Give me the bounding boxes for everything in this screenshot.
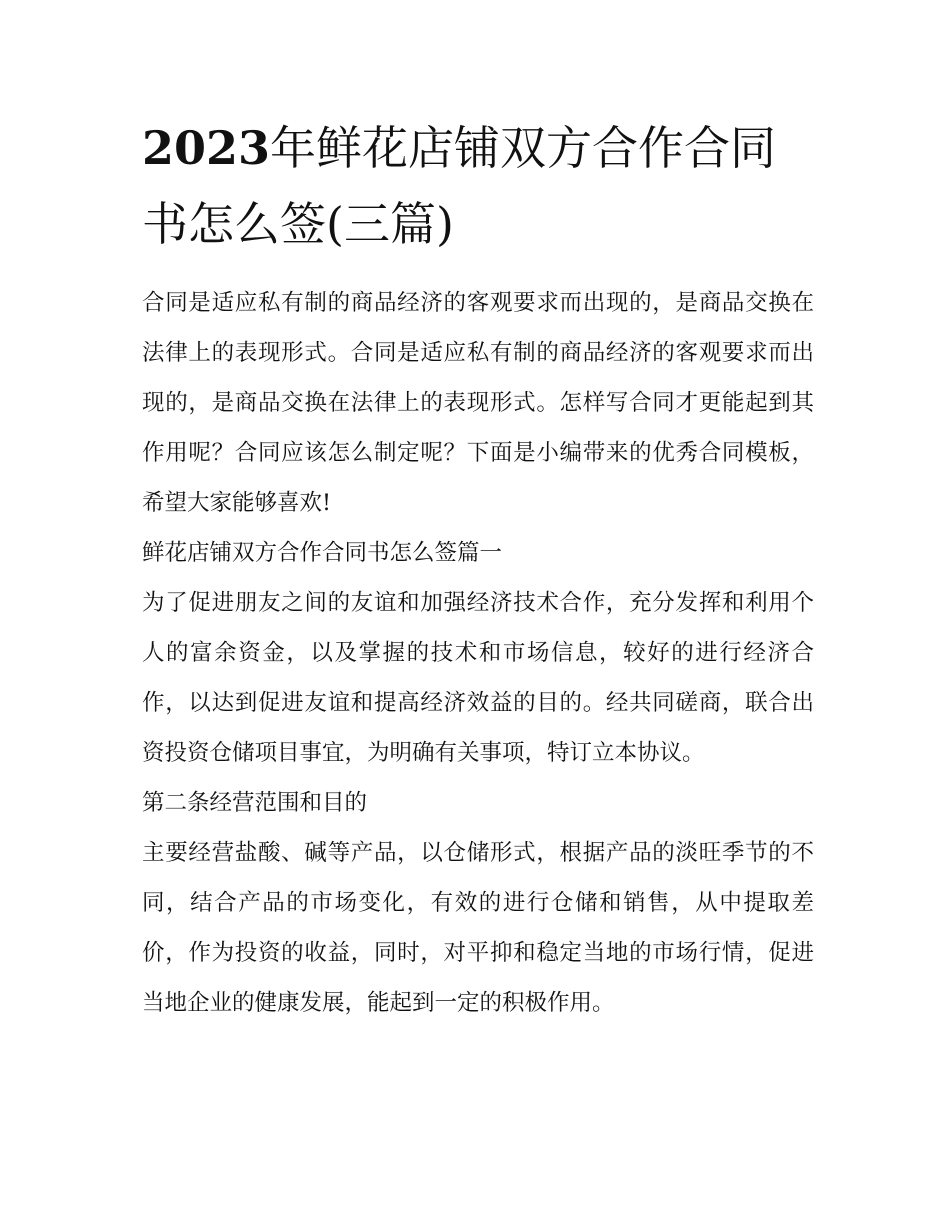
purpose-paragraph: 为了促进朋友之间的友谊和加强经济技术合作，充分发挥和利用个人的富余资金，以及掌握的技术和市场信息，较好的进行经济合作，以达到促进友谊和提高经济效益的目的。经共同磋商，联合出资投资仓储项目事宜，为明确有关事项，特订立本协议。 bbox=[142, 590, 814, 766]
section-heading-part-one: 鲜花店铺双方合作合同书怎么签篇一 bbox=[142, 540, 503, 566]
document-title bbox=[142, 110, 814, 262]
title-text: 年鲜花店铺双方合作合同书怎么签(三篇) bbox=[142, 121, 777, 251]
article-heading-business-scope: 第二条经营范围和目的 bbox=[142, 790, 368, 816]
document-body bbox=[142, 110, 814, 1028]
title-year: 2023 bbox=[142, 121, 271, 175]
intro-paragraph: 合同是适应私有制的商品经济的客观要求而出现的，是商品交换在法律上的表现形式。合同是适应私有制的商品经济的客观要求而出现的，是商品交换在法律上的表现形式。怎样写合同才更能起到其作用呢？合同应该怎么制定呢？下面是小编带来的优秀合同模板，希望大家能够喜欢! bbox=[142, 290, 814, 516]
business-scope-paragraph: 主要经营盐酸、碱等产品，以仓储形式，根据产品的淡旺季节的不同，结合产品的市场变化，有效的进行仓储和销售，从中提取差价，作为投资的收益，同时，对平抑和稳定当地的市场行情，促进当地企业的健康发展，能起到一定的积极作用。 bbox=[142, 840, 814, 1016]
